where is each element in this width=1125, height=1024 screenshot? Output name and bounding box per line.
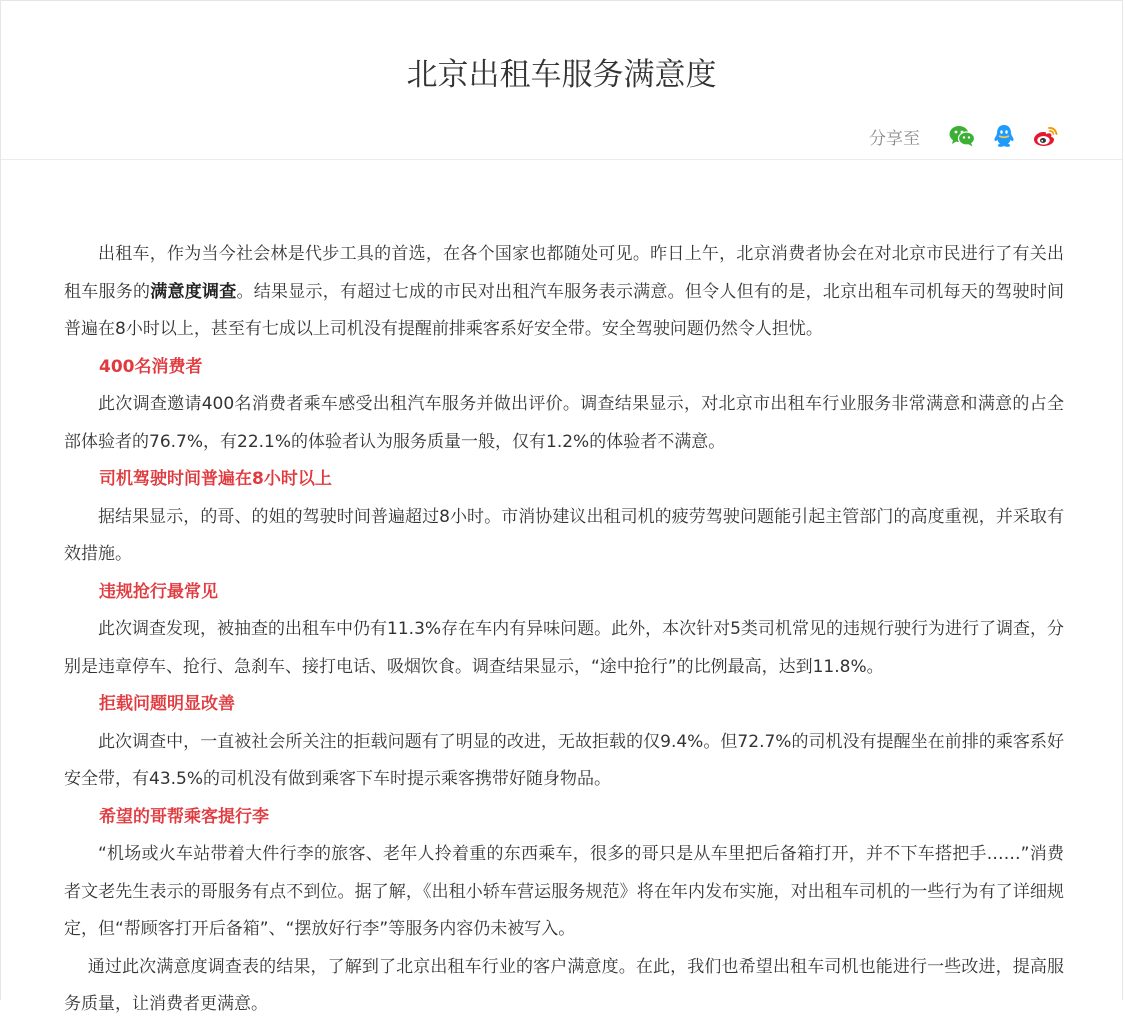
weibo-icon xyxy=(1033,125,1059,147)
section-heading: 拒载问题明显改善 xyxy=(99,694,235,714)
section-paragraph: 此次调查邀请400名消费者乘车感受出租汽车服务并做出评价。调查结果显示，对北京市出租车行业服务非常满意和满意的占全部体验者的76.7%，有22.1%的体验者认为服务质量一般，仅有1.2%的体验者不满意。 xyxy=(64,394,1064,452)
section-paragraph: 据结果显示，的哥、的姐的驾驶时间普遍超过8小时。市消协建议出租司机的疲劳驾驶问题能引起主管部门的高度重视，并采取有效措施。 xyxy=(64,506,1064,564)
section-paragraph: “机场或火车站带着大件行李的旅客、老年人拎着重的东西乘车，很多的哥只是从车里把后备箱打开，并不下车搭把手……”消费者文老先生表示的哥服务有点不到位。据了解，《出租小轿车营运服务规范》将在年内发布实施，对出租车司机的一些行为有了详细规定，但“帮顾客打开后备箱”、“摆放好行李”等服务内容仍未被写入。 xyxy=(64,844,1064,939)
intro-text-before: 出租车，作为当今社会林是代步工具的首选，在各个国家也都随处可见。昨日上午，北京消费者协会在对北京市民进行了有关出租车服务的 xyxy=(64,244,1064,302)
share-qq-button[interactable] xyxy=(990,122,1018,150)
share-weibo-button[interactable] xyxy=(1032,122,1060,150)
share-wechat-button[interactable] xyxy=(948,122,976,150)
section-paragraph: 此次调查中，一直被社会所关注的拒载问题有了明显的改进，无故拒载的仅9.4%。但72.7%的司机没有提醒坐在前排的乘客系好安全带，有43.5%的司机没有做到乘客下车时提示乘客携带好随身物品。 xyxy=(64,731,1064,789)
wechat-icon xyxy=(949,125,975,147)
section-paragraph: 此次调查发现，被抽查的出租车中仍有11.3%存在车内有异味问题。此外，本次针对5类司机常见的违规行驶行为进行了调查，分别是违章停车、抢行、急刹车、接打电话、吸烟饮食。调查结果显示，“途中抢行”的比例最高，达到11.8%。 xyxy=(64,619,1064,677)
share-bar xyxy=(869,121,1060,151)
section-heading: 违规抢行最常见 xyxy=(99,581,218,602)
section-heading: 司机驾驶时间普遍在8小时以上 xyxy=(99,469,332,489)
intro-text-after: 。结果显示，有超过七成的市民对出租汽车服务表示满意。但令人但有的是，北京出租车司机每天的驾驶时间普遍在8小时以上，甚至有七成以上司机没有提醒前排乘客系好安全带。安全驾驶问题仍然令人担忧。 xyxy=(64,281,1065,339)
share-label: 分享至 xyxy=(869,128,920,149)
article-body xyxy=(64,236,1064,1024)
closing-paragraph: 通过此次满意度调查表的结果，了解到了北京出租车行业的客户满意度。在此，我们也希望出租车司机也能进行一些改进，提高服务质量，让消费者更满意。 xyxy=(64,956,1064,1014)
article-title: 北京出租车服务满意度 xyxy=(406,57,717,93)
intro-bold-text: 满意度调查 xyxy=(150,281,237,302)
section-heading: 希望的哥帮乘客提行李 xyxy=(99,806,269,827)
article-header xyxy=(1,1,1122,160)
section-heading: 400名消费者 xyxy=(99,356,203,377)
intro-paragraph xyxy=(64,236,1064,349)
qq-icon xyxy=(993,124,1015,148)
